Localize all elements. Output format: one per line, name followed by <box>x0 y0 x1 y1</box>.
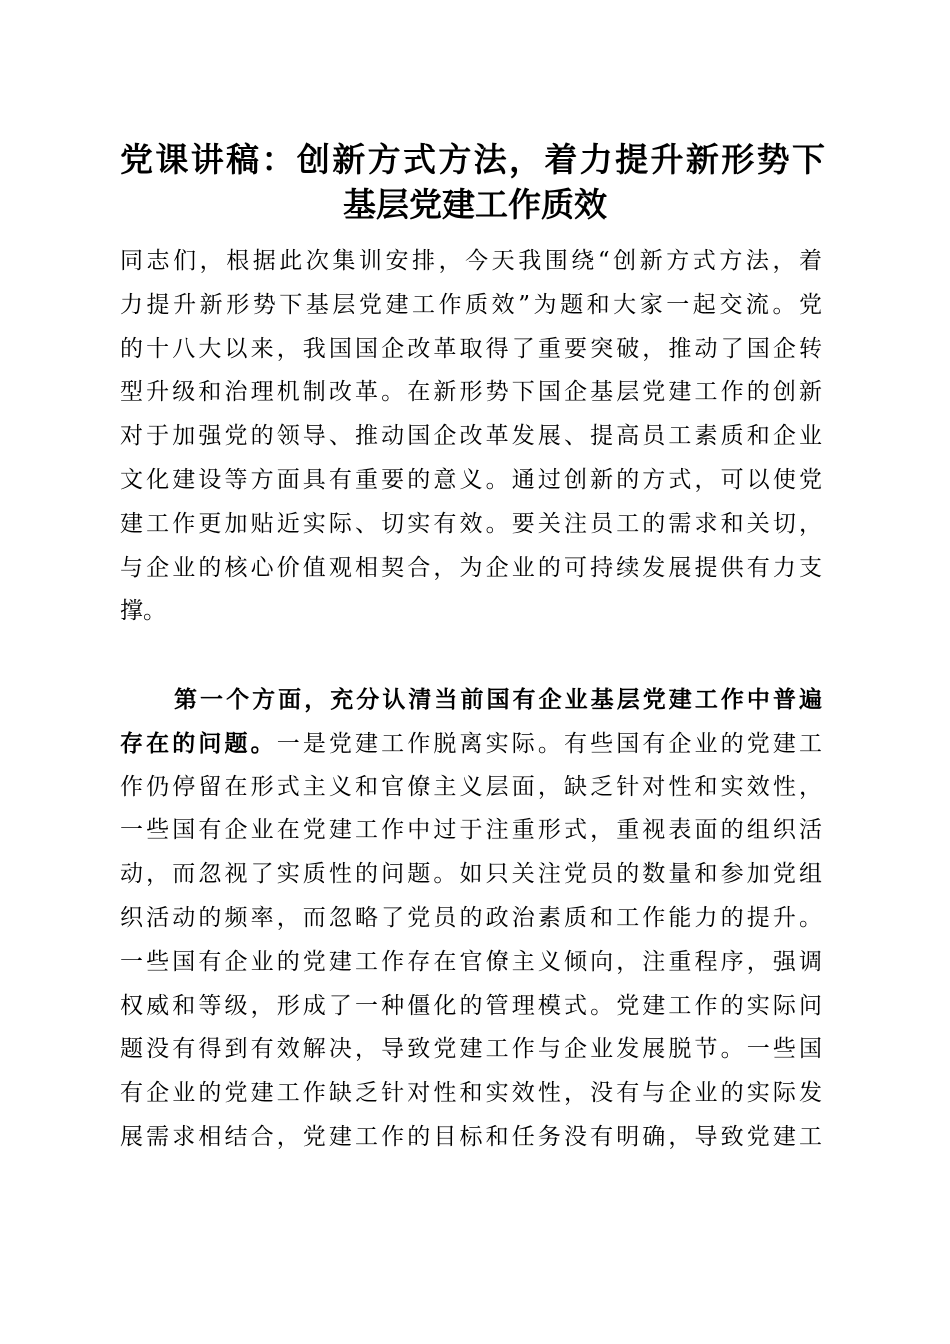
text-span: 一是党建工作脱离实际。有些国有企业的党建工 <box>276 730 823 757</box>
document-title-line-1: 党课讲稿：创新方式方法，着力提升新形势下 <box>120 140 825 179</box>
text-line <box>120 678 822 722</box>
paragraph-first-aspect <box>120 678 822 1160</box>
text-line: 的十八大以来，我国国企改革取得了重要突破，推动了国企转 <box>120 335 822 362</box>
text-line: 同志们，根据此次集训安排，今天我围绕“创新方式方法，着 <box>120 248 822 274</box>
text-line: 对于加强党的领导、推动国企改革发展、提高员工素质和企业 <box>120 423 822 450</box>
text-line: 织活动的频率，而忽略了党员的政治素质和工作能力的提升。 <box>120 904 822 931</box>
text-line: 一些国有企业的党建工作存在官僚主义倾向，注重程序，强调 <box>120 948 822 975</box>
text-line: 展需求相结合，党建工作的目标和任务没有明确，导致党建工 <box>120 1123 822 1150</box>
text-line: 文化建设等方面具有重要的意义。通过创新的方式，可以使党 <box>120 466 822 493</box>
paragraph-intro <box>120 240 822 634</box>
text-line <box>120 722 822 766</box>
section-heading-end: 存在的问题。 <box>120 729 277 757</box>
text-line: 题没有得到有效解决，导致党建工作与企业发展脱节。一些国 <box>120 1036 822 1063</box>
document-title-line-2: 基层党建工作质效 <box>343 185 607 224</box>
text-line: 动，而忽视了实质性的问题。如只关注党员的数量和参加党组 <box>120 861 822 888</box>
text-line: 型升级和治理机制改革。在新形势下国企基层党建工作的创新 <box>120 379 822 406</box>
text-line: 力提升新形势下基层党建工作质效”为题和大家一起交流。党 <box>120 291 822 318</box>
text-line: 作仍停留在形式主义和官僚主义层面，缺乏针对性和实效性， <box>120 773 822 800</box>
text-line: 有企业的党建工作缺乏针对性和实效性，没有与企业的实际发 <box>120 1080 822 1107</box>
text-line: 一些国有企业在党建工作中过于注重形式，重视表面的组织活 <box>120 817 822 844</box>
text-line: 权威和等级，形成了一种僵化的管理模式。党建工作的实际问 <box>120 992 822 1019</box>
text-line: 与企业的核心价值观相契合，为企业的可持续发展提供有力支 <box>120 554 822 581</box>
text-line: 撑。 <box>120 598 166 625</box>
text-line: 建工作更加贴近实际、切实有效。要关注员工的需求和关切， <box>120 510 822 537</box>
section-heading: 第一个方面，充分认清当前国有企业基层党建工作中普遍 <box>174 686 822 713</box>
